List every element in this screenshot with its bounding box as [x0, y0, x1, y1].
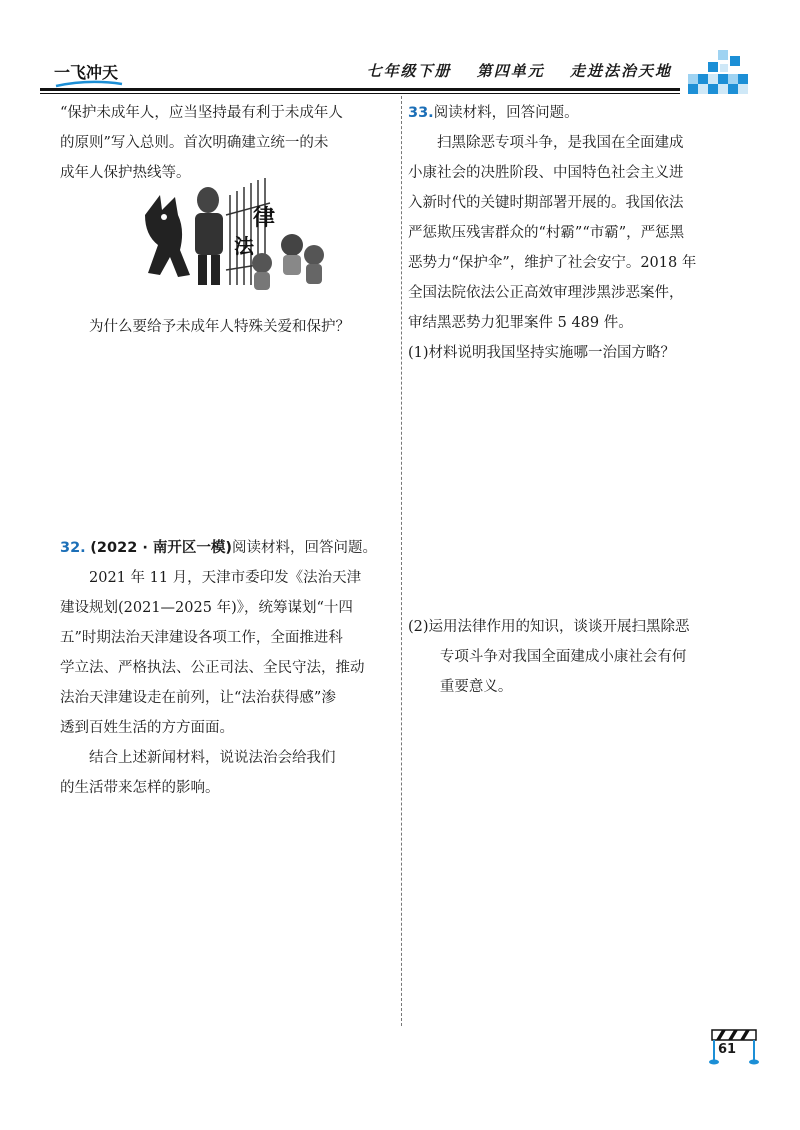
material-line: 透到百姓生活的方方面面。 — [60, 720, 234, 736]
material-line: 全国法院依法公正高效审理涉黑涉恶案件， — [408, 285, 684, 301]
header-rule-thin — [40, 93, 680, 94]
header-title — [348, 60, 672, 81]
text-line: “保护未成年人，应当坚持最有利于未成年人 — [60, 105, 343, 121]
header-grade: 七年级下册 — [366, 62, 452, 80]
header-unit-title: 走进法治天地 — [569, 62, 672, 80]
illustration-char: 律 — [253, 205, 276, 231]
material-line: 严惩欺压残害群众的“村霸”“市霸”，严惩黑 — [408, 225, 685, 241]
sub-question-2-line: 专项斗争对我国全面建成小康社会有何 — [439, 649, 687, 665]
question-text: 为什么要给予未成年人特殊关爱和保护？ — [89, 319, 350, 335]
sub-question-2-line: 重要意义。 — [439, 679, 513, 695]
illustration-char: 法 — [234, 234, 254, 258]
material-line: 五”时期法治天津建设各项工作，全面推进科 — [60, 630, 343, 646]
text-line: 成年人保护热线等。 — [60, 165, 191, 181]
material-line: 审结黑恶势力犯罪案件 5 489 件。 — [408, 315, 633, 331]
header-unit: 第四单元 — [476, 62, 545, 80]
material-line: 小康社会的决胜阶段、中国特色社会主义进 — [408, 165, 684, 181]
brand-logo: 一飞冲天 — [54, 63, 119, 82]
material-line: 入新时代的关键时期部署开展的。我国依法 — [408, 195, 684, 211]
sub-question-1: (1)材料说明我国坚持实施哪一治国方略？ — [408, 345, 676, 361]
material-line: 恶势力“保护伞”，维护了社会安宁。2018 年 — [408, 255, 697, 271]
material-line: 2021 年 11 月，天津市委印发《法治天津 — [89, 570, 362, 586]
sub-question-2-line: (2)运用法律作用的知识，谈谈开展扫黑除恶 — [408, 619, 690, 635]
question-number: 32. — [60, 540, 86, 556]
material-line: 建设规划(2021—2025 年)》，统筹谋划“十四 — [60, 600, 353, 616]
material-line: 扫黑除恶专项斗争，是我国在全面建成 — [437, 135, 684, 151]
q32-block — [60, 533, 390, 803]
page-header — [40, 46, 750, 94]
brand-swoosh-icon — [54, 80, 124, 88]
question-line: 结合上述新闻材料，说说法治会给我们 — [89, 750, 336, 766]
question-prompt: 阅读材料，回答问题。 — [433, 105, 579, 121]
q33-sub2 — [408, 612, 748, 702]
column-divider — [401, 96, 402, 1026]
page-number: 61 — [718, 1042, 737, 1057]
text-line: 的原则”写入总则。首次明确建立统一的未 — [60, 135, 329, 151]
question-source: (2022 · 南开区一模) — [90, 540, 233, 556]
law-protection-illustration — [140, 175, 330, 300]
q32-heading — [60, 533, 390, 563]
q33-heading — [408, 98, 748, 128]
material-line: 法治天津建设走在前列，让“法治获得感”渗 — [60, 690, 336, 706]
material-line: 学立法、严格执法、公正司法、全民守法，推动 — [60, 660, 365, 676]
q31-question — [60, 312, 390, 342]
header-rule — [40, 88, 680, 91]
question-line: 的生活带来怎样的影响。 — [60, 780, 220, 796]
question-number: 33. — [408, 105, 434, 121]
q33-block — [408, 98, 748, 368]
checker-decoration-icon — [686, 50, 750, 94]
question-prompt: 阅读材料，回答问题。 — [232, 540, 378, 556]
